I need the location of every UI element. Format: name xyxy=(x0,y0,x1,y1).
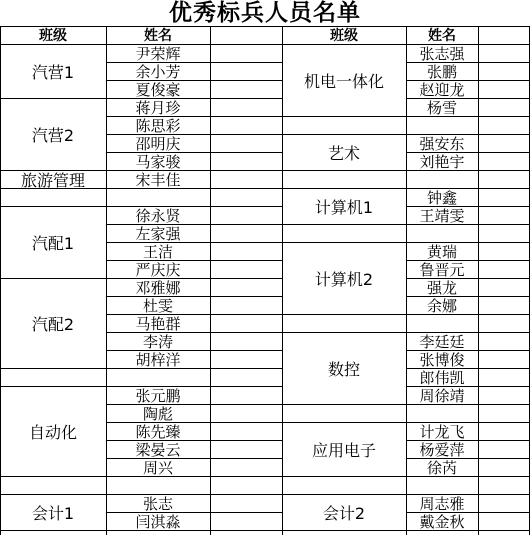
grid-line xyxy=(0,26,530,27)
name-cell: 张志 xyxy=(142,494,173,512)
name-cell: 郎伟凯 xyxy=(419,368,465,386)
grid-line xyxy=(406,242,530,243)
grid-line xyxy=(406,188,530,189)
class-label: 汽配1 xyxy=(31,233,75,253)
class-label: 会计1 xyxy=(31,503,75,523)
name-cell: 李廷廷 xyxy=(419,332,465,350)
grid-line xyxy=(106,530,283,531)
name-cell: 周徐靖 xyxy=(419,386,465,404)
grid-line xyxy=(106,80,283,81)
grid-line xyxy=(106,386,283,387)
name-cell: 夏俊豪 xyxy=(135,80,181,98)
grid-line xyxy=(0,494,107,495)
name-cell: 胡梓洋 xyxy=(135,350,181,368)
grid-line xyxy=(406,80,530,81)
name-cell: 刘艳宇 xyxy=(419,152,465,170)
column-header-class: 班级 xyxy=(330,28,358,44)
name-cell xyxy=(406,170,478,188)
grid-line xyxy=(282,116,407,117)
grid-line xyxy=(282,530,407,531)
grid-line xyxy=(406,530,530,531)
name-cell: 马艳群 xyxy=(135,314,181,332)
grid-line xyxy=(106,476,283,477)
grid-line xyxy=(106,260,283,261)
grid-line xyxy=(0,98,107,99)
grid-line xyxy=(282,134,407,135)
name-cell: 王洁 xyxy=(142,242,173,260)
class-label: 数控 xyxy=(327,359,360,379)
grid-line xyxy=(106,512,283,513)
name-cell: 王靖雯 xyxy=(419,206,465,224)
grid-line xyxy=(0,44,530,45)
name-cell xyxy=(406,116,478,134)
name-cell: 徐芮 xyxy=(426,458,457,476)
grid-line xyxy=(106,314,283,315)
class-label: 计算机1 xyxy=(314,197,374,217)
grid-line xyxy=(406,224,530,225)
grid-line xyxy=(106,278,283,279)
name-cell xyxy=(106,368,210,386)
grid-line xyxy=(282,476,407,477)
name-cell: 杨雪 xyxy=(426,98,457,116)
name-cell: 余娜 xyxy=(426,296,457,314)
name-cell: 邵明庆 xyxy=(135,134,181,152)
name-cell: 徐永贤 xyxy=(135,206,181,224)
grid-line xyxy=(406,98,530,99)
grid-line xyxy=(106,368,283,369)
grid-line xyxy=(106,62,283,63)
name-cell: 陈先臻 xyxy=(135,422,181,440)
grid-line xyxy=(106,296,283,297)
grid-line xyxy=(282,332,407,333)
name-cell: 杨爱萍 xyxy=(419,440,465,458)
grid-line xyxy=(0,206,107,207)
grid-line xyxy=(282,242,407,243)
grid-line xyxy=(0,278,107,279)
class-label: 艺术 xyxy=(327,143,360,163)
grid-line xyxy=(406,404,530,405)
grid-line xyxy=(406,170,530,171)
name-cell: 张博俊 xyxy=(419,350,465,368)
name-cell: 强龙 xyxy=(426,278,457,296)
page-title: 优秀标兵人员名单 xyxy=(169,0,361,26)
name-cell: 左家强 xyxy=(135,224,181,242)
grid-line xyxy=(0,188,107,189)
class-label: 计算机2 xyxy=(314,269,374,289)
class-label: 机电一体化 xyxy=(303,71,384,91)
grid-line xyxy=(406,386,530,387)
name-cell: 余小芳 xyxy=(135,62,181,80)
name-cell xyxy=(406,224,478,242)
name-cell: 张志强 xyxy=(419,44,465,62)
name-cell: 梁晏云 xyxy=(135,440,181,458)
grid-line xyxy=(106,404,283,405)
name-cell xyxy=(406,314,478,332)
name-cell: 蒋月珍 xyxy=(135,98,181,116)
grid-line xyxy=(406,152,530,153)
grid-line xyxy=(406,314,530,315)
grid-line xyxy=(0,170,107,171)
grid-line xyxy=(406,458,530,459)
class-label: 汽营1 xyxy=(31,62,75,82)
grid-line xyxy=(406,296,530,297)
name-cell: 张鹏 xyxy=(426,62,457,80)
column-header-name: 姓名 xyxy=(428,28,456,44)
grid-line xyxy=(282,314,407,315)
grid-line xyxy=(406,512,530,513)
grid-line xyxy=(106,188,283,189)
grid-line xyxy=(406,494,530,495)
grid-line xyxy=(106,350,283,351)
name-cell: 邓雅娜 xyxy=(135,278,181,296)
grid-line xyxy=(0,530,107,531)
grid-line xyxy=(106,422,283,423)
grid-line xyxy=(406,278,530,279)
grid-line xyxy=(106,440,283,441)
name-cell: 周兴 xyxy=(142,458,173,476)
name-cell: 宋丰佳 xyxy=(135,170,181,188)
grid-line xyxy=(406,476,530,477)
name-cell: 戴金秋 xyxy=(419,512,465,530)
class-label: 会计2 xyxy=(322,503,366,523)
grid-line xyxy=(106,98,283,99)
name-cell: 闫淇淼 xyxy=(135,512,181,530)
grid-line xyxy=(406,260,530,261)
name-cell: 马家骏 xyxy=(135,152,181,170)
grid-line xyxy=(106,170,283,171)
grid-line xyxy=(406,206,530,207)
grid-line xyxy=(106,494,283,495)
name-cell: 杜雯 xyxy=(142,296,173,314)
grid-line xyxy=(0,476,107,477)
grid-line xyxy=(106,152,283,153)
name-cell xyxy=(106,476,210,494)
grid-line xyxy=(406,134,530,135)
grid-line xyxy=(406,62,530,63)
class-label: 旅游管理 xyxy=(20,170,85,188)
name-cell: 陶彪 xyxy=(142,404,173,422)
grid-line xyxy=(282,224,407,225)
column-header-name: 姓名 xyxy=(144,28,172,44)
grid-line xyxy=(106,332,283,333)
grid-line xyxy=(0,368,107,369)
name-cell: 严庆庆 xyxy=(135,260,181,278)
name-cell: 钟鑫 xyxy=(426,188,457,206)
name-cell: 尹荣辉 xyxy=(135,44,181,62)
column-header-class: 班级 xyxy=(39,28,67,44)
grid-line xyxy=(282,404,407,405)
class-label: 汽配2 xyxy=(31,314,75,334)
grid-line xyxy=(406,116,530,117)
name-cell: 鲁晋元 xyxy=(419,260,465,278)
name-cell xyxy=(406,476,478,494)
grid-line xyxy=(0,26,1,535)
grid-line xyxy=(106,458,283,459)
name-cell: 张元鹏 xyxy=(135,386,181,404)
grid-line xyxy=(0,386,107,387)
grid-line xyxy=(106,242,283,243)
name-cell: 计龙飞 xyxy=(419,422,465,440)
grid-line xyxy=(282,494,407,495)
name-cell: 李涛 xyxy=(142,332,173,350)
grid-line xyxy=(106,116,283,117)
grid-line xyxy=(106,134,283,135)
class-label: 应用电子 xyxy=(311,440,376,460)
name-cell: 陈思彩 xyxy=(135,116,181,134)
name-cell: 周志雅 xyxy=(419,494,465,512)
grid-line xyxy=(282,422,407,423)
grid-line xyxy=(406,440,530,441)
name-cell xyxy=(106,188,210,206)
name-cell: 强安东 xyxy=(419,134,465,152)
grid-line xyxy=(406,368,530,369)
name-cell xyxy=(406,404,478,422)
grid-line xyxy=(282,188,407,189)
grid-line xyxy=(406,422,530,423)
grid-line xyxy=(106,206,283,207)
class-label: 自动化 xyxy=(28,422,77,442)
grid-line xyxy=(406,332,530,333)
name-cell: 赵迎龙 xyxy=(419,80,465,98)
grid-line xyxy=(282,170,407,171)
grid-line xyxy=(106,224,283,225)
class-label: 汽营2 xyxy=(31,125,75,145)
name-cell: 黄瑞 xyxy=(426,242,457,260)
grid-line xyxy=(406,350,530,351)
